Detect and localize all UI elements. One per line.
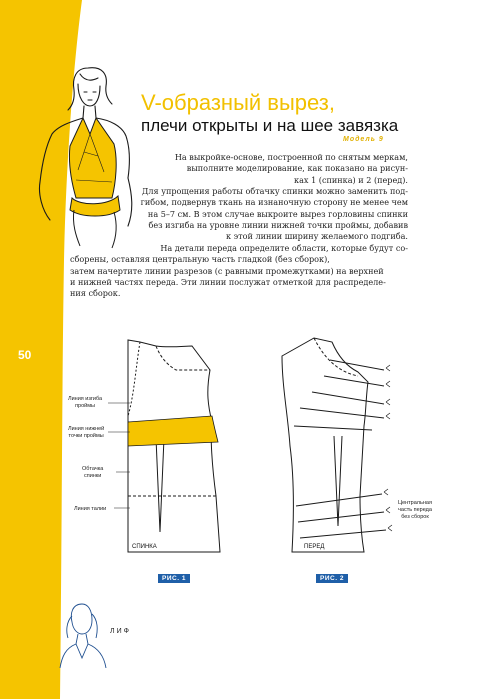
paragraph-3: На детали переда определите области, которые будут со- сборены, оставляя центральную часть гладкой (без сборок), затем начертите линии разрезов (с равными промежутками) на верхней и нижней частях переда. Эти линии послужат отметкой для распределе- ния сборок. — [70, 243, 408, 299]
label-waist: Линия талии — [74, 506, 107, 512]
label-armhole-low: Линия нижней точки проймы — [68, 426, 105, 439]
woman-in-halter-top-icon — [28, 60, 148, 250]
page-number: 50 — [18, 348, 32, 362]
publisher-name: ЛИФ — [110, 628, 131, 635]
paragraph-2: Для упрощения работы обтачку спинки можно заменить под- гибом, подвернув ткань на изнаночную сторону не менее чем на 5–7 см. В этом случае выкроите вырез горловины спинки без изгиба на уровне линии нижней точки проймы, добавив к этой линии ширину желаемого подгиба. — [140, 186, 408, 242]
label-facing: Обтачка спинки — [82, 466, 104, 479]
front-piece-label: ПЕРЕД — [304, 544, 325, 550]
page-title: V-образный вырез, — [141, 90, 335, 115]
back-piece-label: СПИНКА — [132, 544, 157, 550]
front-pattern-figure — [272, 326, 402, 566]
figure1-caption: РИС. 1 — [158, 574, 190, 583]
woman-portrait-icon — [58, 598, 108, 668]
model-label: Модель 9 — [343, 136, 384, 143]
back-pattern-figure — [120, 326, 230, 566]
page-subtitle: плечи открыты и на шее завязка — [141, 116, 399, 135]
figure1-leader-lines — [108, 398, 132, 518]
label-armhole-curve: Линия изгиба проймы — [68, 396, 103, 409]
label-front-center: Центральная часть переда без сборок — [398, 500, 432, 520]
figure2-caption: РИС. 2 — [316, 574, 348, 583]
paragraph-1: На выкройке-основе, построенной по снятым меркам, выполните моделирование, как показано на рисун- ках 1 (спинка) и 2 (перед). — [174, 152, 408, 185]
